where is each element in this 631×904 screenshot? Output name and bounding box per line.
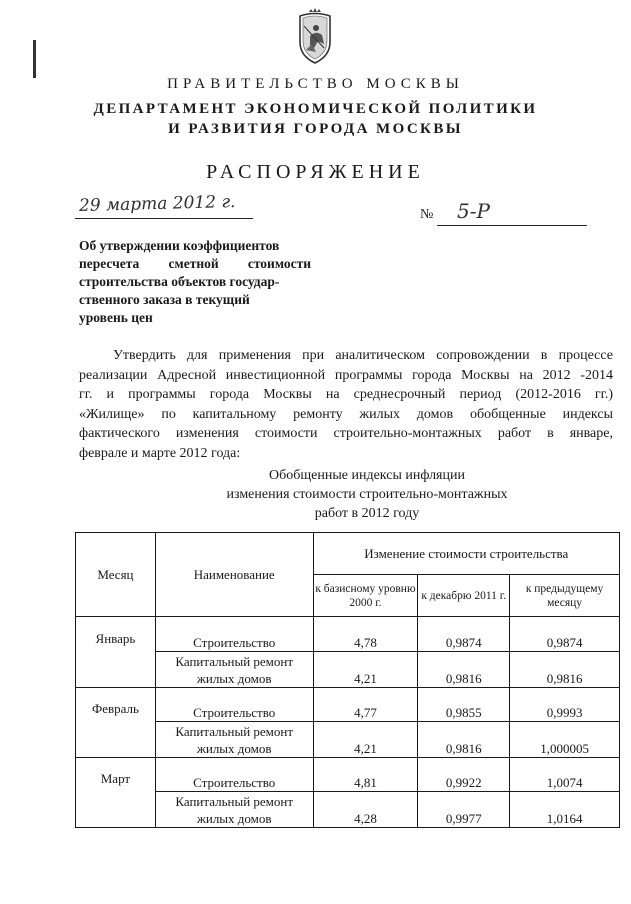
- header-prev: к предыдущему месяцу: [510, 575, 620, 617]
- value-cell: 0,9874: [418, 617, 510, 652]
- table-row: [76, 758, 620, 792]
- header-dec: к декабрю 2011 г.: [418, 575, 510, 617]
- department-title-line2: И РАЗВИТИЯ ГОРОДА МОСКВЫ: [168, 121, 463, 137]
- table-title-line: Обобщенные индексы инфляции: [269, 468, 465, 483]
- value-cell: 0,9977: [418, 792, 510, 828]
- number-field: [437, 199, 587, 226]
- month-cell: Март: [76, 758, 156, 828]
- header-base: к базисному уровню 2000 г.: [313, 575, 418, 617]
- month-cell: Январь: [76, 617, 156, 688]
- value-cell: 4,77: [313, 688, 418, 722]
- header-change: Изменение стоимости строительства: [313, 533, 619, 575]
- value-cell: 4,21: [313, 722, 418, 758]
- table-title-line: изменения стоимости строительно-монтажных: [226, 487, 508, 502]
- value-cell: 4,21: [313, 652, 418, 688]
- body-line: гг. и программы города Москвы на среднесрочный период (2012-2016 гг.): [79, 387, 613, 402]
- body-paragraph: [79, 346, 613, 463]
- subject-line: ственного заказа в текущий: [79, 292, 250, 307]
- government-title: ПРАВИТЕЛЬСТВО МОСКВЫ: [167, 76, 464, 92]
- month-cell: Февраль: [76, 688, 156, 758]
- value-cell: 0,9874: [510, 617, 620, 652]
- subject-line: пересчета сметной стоимости: [79, 256, 311, 271]
- department-title-line1: ДЕПАРТАМЕНТ ЭКОНОМИЧЕСКОЙ ПОЛИТИКИ: [93, 101, 538, 117]
- value-cell: 1,000005: [510, 722, 620, 758]
- body-line: феврале и марте 2012 года:: [79, 445, 241, 461]
- scan-edge-mark: [33, 40, 36, 78]
- indices-table: [75, 532, 620, 828]
- body-line: Утвердить для применения при аналитическом сопровождении в процессе: [113, 348, 613, 363]
- value-cell: 0,9816: [418, 652, 510, 688]
- document-subject: [79, 237, 311, 327]
- table-row: [76, 652, 620, 688]
- body-line: фактического изменения стоимости строительно-монтажных работ в январе,: [79, 426, 613, 441]
- value-cell: 0,9993: [510, 688, 620, 722]
- name-cell: Капитальный ремонт жилых домов: [155, 652, 313, 688]
- handwritten-number: 5-Р: [457, 199, 490, 223]
- value-cell: 0,9816: [418, 722, 510, 758]
- value-cell: 4,28: [313, 792, 418, 828]
- table-row: [76, 617, 620, 652]
- body-line: реализации Адресной инвестиционной программы города Москвы на 2012 -2014: [79, 367, 613, 383]
- table-title-line: работ в 2012 году: [314, 506, 420, 521]
- value-cell: 1,0074: [510, 758, 620, 792]
- table-title: [0, 466, 631, 523]
- value-cell: 0,9922: [418, 758, 510, 792]
- table-row: [76, 792, 620, 828]
- date-field: [75, 191, 253, 219]
- value-cell: 0,9855: [418, 688, 510, 722]
- moscow-emblem-icon: [292, 8, 338, 66]
- subject-line: строительства объектов государ-: [79, 274, 280, 289]
- value-cell: 4,78: [313, 617, 418, 652]
- name-cell: Строительство: [155, 688, 313, 722]
- handwritten-date: 29 марта 2012 г.: [78, 191, 236, 217]
- name-cell: Капитальный ремонт жилых домов: [155, 792, 313, 828]
- subject-line: Об утверждении коэффициентов: [79, 238, 280, 253]
- header-name: Наименование: [155, 533, 313, 617]
- subject-line: уровень цен: [79, 310, 153, 325]
- document-type: РАСПОРЯЖЕНИЕ: [206, 161, 425, 183]
- name-cell: Строительство: [155, 758, 313, 792]
- header-month: Месяц: [76, 533, 156, 617]
- name-cell: Строительство: [155, 617, 313, 652]
- value-cell: 1,0164: [510, 792, 620, 828]
- number-label: №: [420, 207, 434, 222]
- table-row: [76, 722, 620, 758]
- value-cell: 4,81: [313, 758, 418, 792]
- body-line: «Жилище» по капитальному ремонту жилых домов обобщенные индексы: [79, 406, 613, 422]
- table-row: [76, 688, 620, 722]
- value-cell: 0,9816: [510, 652, 620, 688]
- name-cell: Капитальный ремонт жилых домов: [155, 722, 313, 758]
